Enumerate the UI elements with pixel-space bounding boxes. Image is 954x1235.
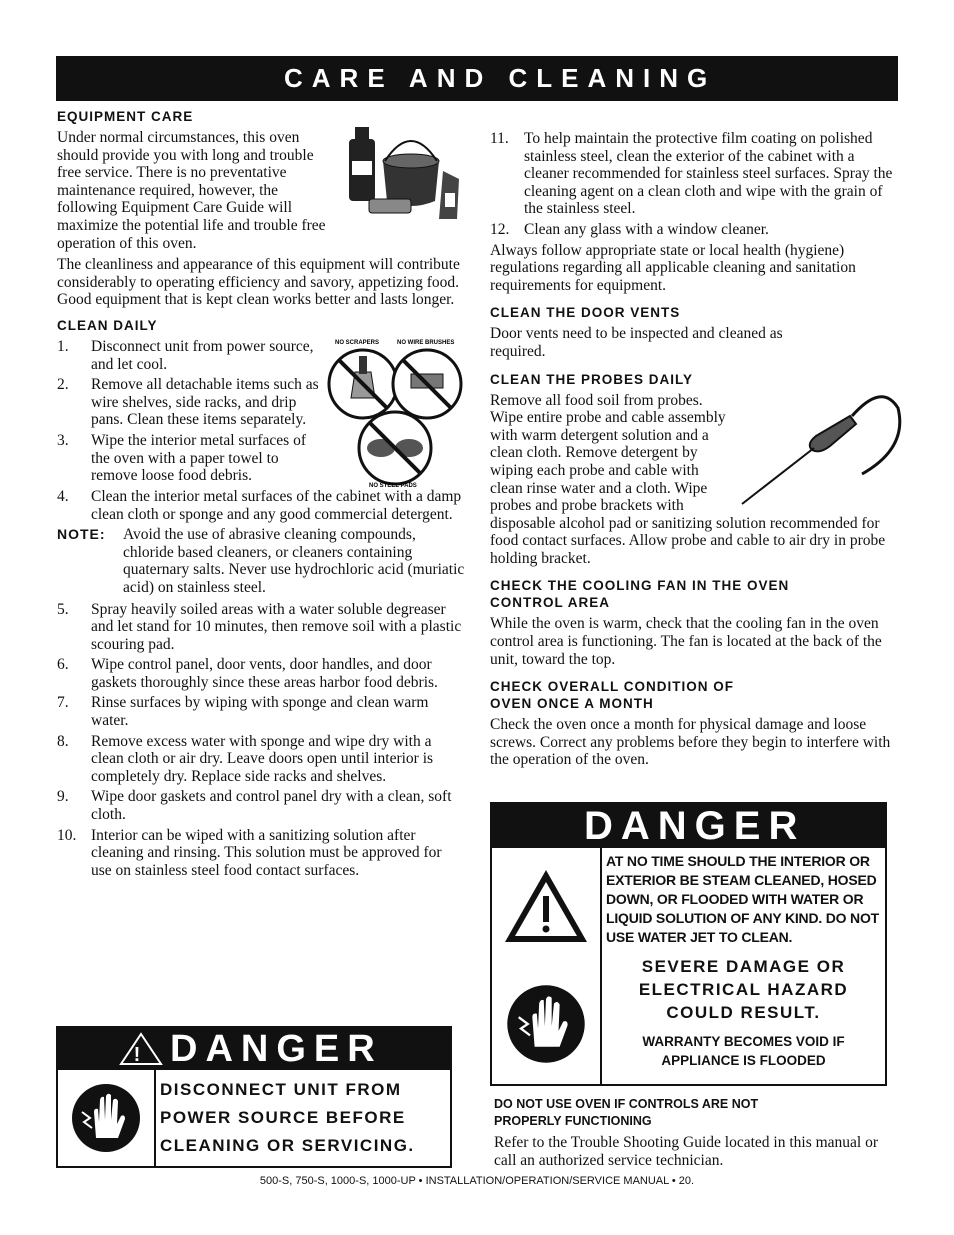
danger1-message [156,1070,450,1166]
overall-condition-text: Check the oven once a month for physical damage and loose screws. Correct any problems before they begin to interfere with the operation of the oven. [490,716,891,769]
flooding-warning-text: AT NO TIME SHOULD THE INTERIOR OR EXTERIOR BE STEAM CLEANED, HOSED DOWN, OR FLOODED WITH WATER OR LIQUID SOLUTION OF ANY KIND. DO NOT USE WATER JET TO CLEAN. [606,853,880,945]
overall-heading-line: OVEN ONCE A MONTH [490,696,654,712]
cooling-fan-heading [490,577,898,611]
controls-heading-line: DO NOT USE OVEN IF CONTROLS ARE NOT [494,1097,759,1111]
equipment-care-p1: Under normal circumstances, this oven should provide you with long and trouble free service. There is no preventative maintenance required, however, the following Equipment Care Guide will maximize the potential life and trouble free operation of this oven. [57,129,326,252]
right-column [490,130,898,773]
danger2-message [602,848,885,1084]
list-item: 10. Interior can be wiped with a sanitizing solution after cleaning and rinsing. This solution must be approved for use on stainless steel food contact surfaces. [57,826,442,879]
probes-text-full: disposable alcohol pad or sanitizing solution recommended for food contact surfaces. Allow probe and cable to air dry in probe holding bracket. [490,514,886,567]
severe-line: SEVERE DAMAGE OR [641,957,846,976]
controls-heading-line: PROPERLY FUNCTIONING [494,1114,652,1128]
page-footer: 500-S, 750-S, 1000-S, 1000-UP • INSTALLATION/OPERATION/SERVICE MANUAL • 20. [259,1175,695,1187]
danger-title: DANGER [584,804,806,848]
list-item: 5. Spray heavily soiled areas with a water soluble degreaser and let stand for 10 minutes, then remove soil with a plastic scouring pad. [57,600,462,653]
warranty-line: APPLIANCE IS FLOODED [661,1053,826,1068]
cooling-fan-heading-line: CONTROL AREA [490,595,610,611]
health-regulations-text: Always follow appropriate state or local health (hygiene) regulations regarding all applicable cleaning and sanitation requirements for equipment. [490,241,856,294]
page-banner: CARE AND CLEANING [56,56,898,101]
warning-triangle-icon [118,1031,164,1067]
no-wire-brushes-label: NO WIRE BRUSHES [397,339,455,346]
danger-header [492,804,885,848]
cooling-fan-text: While the oven is warm, check that the cooling fan in the oven control area is functioning. The fan is located at the back of the unit, toward the top. [490,615,882,668]
list-item: 6. Wipe control panel, door vents, door handles, and door gaskets thoroughly since these areas harbor food debris. [57,656,438,691]
equipment-care-p2: The cleanliness and appearance of this equipment will contribute considerably to operating efficiency and savory, appetizing food. Good equipment that is kept clean works better and lasts longer. [57,256,460,309]
list-item: 1. Disconnect unit from power source, and let cool. [57,337,314,373]
left-column [57,108,465,882]
probes-text-wrapped: Remove all food soil from probes. Wipe entire probe and cable assembly with warm detergent solution and a clean cloth. Remove detergent by wiping each probe and cable with clean rinse water and a cloth. Wipe probes and probe brackets with [490,391,726,515]
danger1-line: CLEANING OR SERVICING. [160,1136,415,1155]
no-scrapers-label: NO SCRAPERS [335,339,380,346]
severe-damage-text [606,955,881,1024]
hand-shock-cell [58,1070,156,1166]
list-item: 9. Wipe door gaskets and control panel dry with a clean, soft cloth. [57,788,452,824]
list-item: 8. Remove excess water with sponge and wipe dry with a clean cloth or air dry. Leave doors open until interior is completely dry. Replace side racks and shelves. [57,732,434,785]
electric-shock-hand-icon [505,983,587,1065]
warranty-line: WARRANTY BECOMES VOID IF [642,1034,845,1049]
danger-box-disconnect [56,1026,452,1168]
list-item: 11. To help maintain the protective film coating on polished stainless steel, clean the exterior of the cabinet with a cleaner recommended for stainless steel surfaces. Spray the cleaning agent on a clean cloth and wipe with the grain of the stainless steel. [490,130,893,218]
clean-daily-list-b [57,601,465,880]
probes-heading: CLEAN THE PROBES DAILY [490,371,694,387]
cleaning-supplies-illustration [339,121,465,223]
warning-icons-cell [492,848,602,1084]
equipment-care-heading: EQUIPMENT CARE [57,109,194,124]
list-item: 4. Clean the interior metal surfaces of the cabinet with a damp clean cloth or sponge and any good commercial detergent. [57,487,462,523]
danger-header [58,1028,450,1070]
exclamation-warning-icon [503,868,589,944]
controls-section [494,1096,898,1173]
list-item: 12. Clean any glass with a window cleaner. [490,220,769,238]
note-label: NOTE: [57,526,106,543]
severe-line: COULD RESULT. [666,1003,821,1022]
overall-condition-heading [490,678,898,712]
temperature-probe-illustration [732,388,904,506]
list-item: 2. Remove all detachable items such as wire shelves, side racks, and drip pans. Clean these items separately. [57,376,319,429]
controls-heading [494,1096,898,1130]
cooling-fan-heading-line: CHECK THE COOLING FAN IN THE OVEN [490,578,790,594]
danger-box-flooding [490,802,887,1086]
note [57,526,465,596]
controls-text: Refer to the Trouble Shooting Guide located in this manual or call an authorized service technician. [494,1134,879,1169]
clean-daily-heading: CLEAN DAILY [57,317,158,333]
electric-shock-hand-icon [70,1082,142,1154]
door-vents-text: Door vents need to be inspected and cleaned as required. [490,325,783,360]
svg-text:!: ! [133,1044,149,1066]
no-steel-pads-label: NO STEEL PADS [369,482,417,488]
warranty-text [606,1032,881,1070]
overall-heading-line: CHECK OVERALL CONDITION OF [490,679,735,695]
danger1-line: POWER SOURCE BEFORE [160,1108,406,1127]
list-item: 3. Wipe the interior metal surfaces of the oven with a paper towel to remove loose food debris. [57,431,306,485]
list-item: 7. Rinse surfaces by wiping with sponge and clean warm water. [57,694,429,730]
severe-line: ELECTRICAL HAZARD [638,980,849,999]
danger1-line: DISCONNECT UNIT FROM [160,1080,402,1099]
door-vents-heading: CLEAN THE DOOR VENTS [490,305,681,321]
danger-title: DANGER [170,1027,383,1070]
note-text: Avoid the use of abrasive cleaning compounds, chloride based cleaners, or cleaners containing quaternary salts. Never use hydrochloric acid (muriatic acid) on stainless steel. [123,526,465,596]
